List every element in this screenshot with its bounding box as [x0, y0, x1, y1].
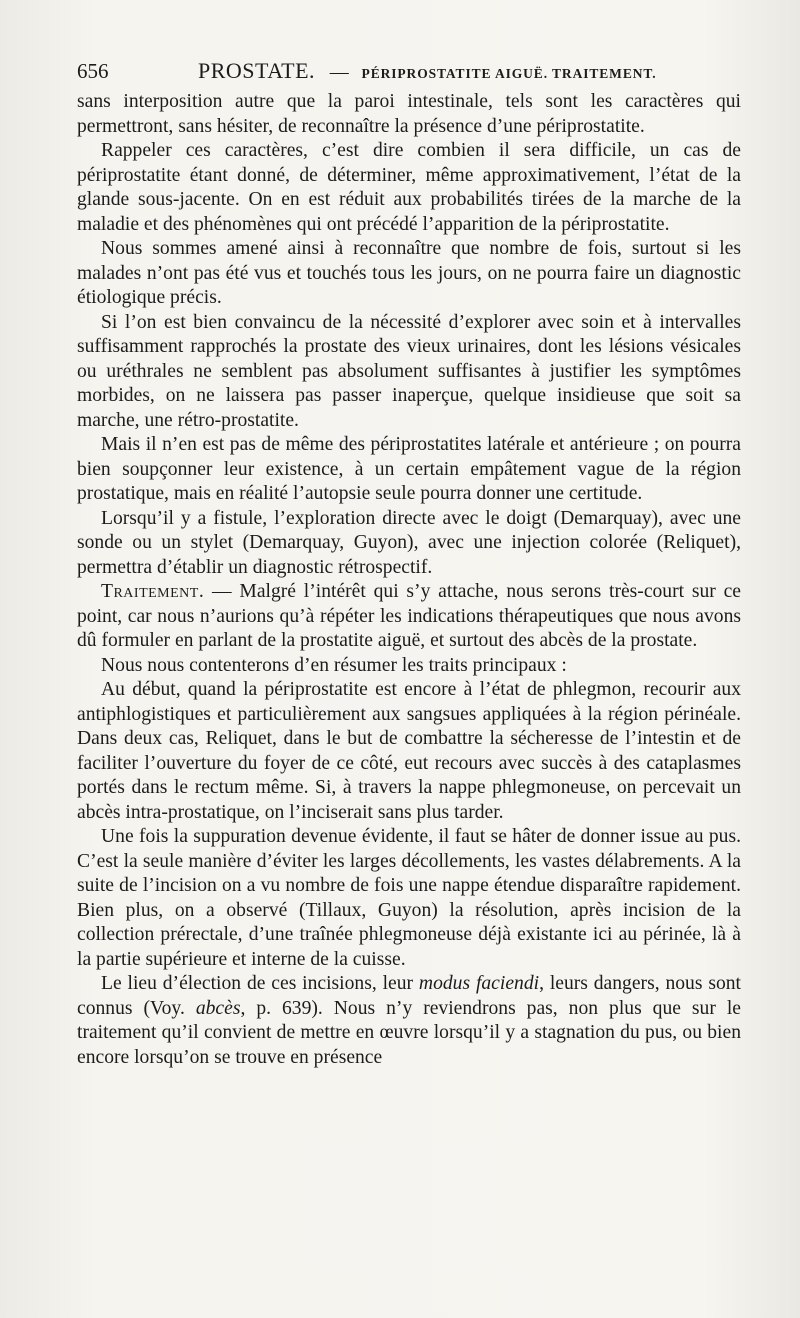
header-title-group: [198, 56, 657, 89]
text-run: , p. 639). Nous n’y reviendrons pas, non plus que sur le traitement qu’il convient de mettre en œuvre lorsqu’il y a stagnation du pus, ou bien encore lorsqu’on se trouve en présence: [77, 997, 741, 1068]
paragraph: Si l’on est bien convaincu de la nécessité d’explorer avec soin et à intervalles suffisamment rapprochés la prostate des vieux urinaires, dont les lésions vésicales ou uréthrales ne semblent pas absolument suffisantes à justifier les symptômes morbides, on ne laissera pas passer inaperçue, quelque insidieuse que soit sa marche, une rétro-prostatite.: [77, 311, 741, 431]
text-run: Le lieu d’élection de ces incisions, leur: [101, 973, 419, 994]
italic-run: modus faciendi: [418, 973, 540, 994]
paragraph: Au début, quand la périprostatite est encore à l’état de phlegmon, recourir aux antiphlogistiques et particulièrement aux sangsues appliquées à la région périnéale. Dans deux cas, Reliquet, dans le but de combattre la sécheresse de l’intestin et de faciliter l’ouverture du foyer de ce côté, eut recours avec succès à des cataplasmes portés dans le rectum même. Si, à travers la nappe phlegmoneuse, on percevait un abcès intra-prostatique, on l’inciserait sans plus tarder.: [77, 679, 741, 823]
header-dash: —: [329, 62, 349, 83]
paragraph: sans interposition autre que la paroi intestinale, tels sont les caractères qui permettront, sans hésiter, de reconnaître la présence d’une périprostatite.: [77, 91, 741, 137]
header-subtitle: PÉRIPROSTATITE AIGUË. TRAITEMENT.: [361, 66, 657, 81]
paragraph: Nous nous contenterons d’en résumer les traits principaux :: [101, 654, 567, 676]
paragraph: Nous sommes amené ainsi à reconnaître que nombre de fois, surtout si les malades n’ont pas été vus et touchés tous les jours, on ne pourra faire un diagnostic étiologique précis.: [77, 238, 741, 308]
page-body: [77, 90, 741, 1070]
section-label-traitement: Traitement.: [101, 581, 205, 602]
paragraph: Lorsqu’il y a fistule, l’exploration directe avec le doigt (Demarquay), avec une sonde ou un stylet (Demarquay, Guyon), avec une injection colorée (Reliquet), permettra d’établir un diagnostic rétrospectif.: [77, 507, 741, 578]
italic-run: abcès: [195, 997, 241, 1019]
treatment-text: — Malgré l’intérêt qui s’y attache, nous serons très-court sur ce point, car nous n’aurions qu’à répéter les indications thérapeutiques que nous avons dû formuler en parlant de la prostatite aiguë, et surtout des abcès de la prostate.: [77, 581, 741, 651]
paragraph: Mais il n’en est pas de même des périprostatites latérale et antérieure ; on pourra bien soupçonner leur existence, à un certain empâtement vague de la région prostatique, mais en réalité l’autopsie seule pourra donner une certitude.: [77, 434, 741, 504]
page-number: 656: [77, 59, 109, 83]
paragraph: Une fois la suppuration devenue évidente, il faut se hâter de donner issue au pus. C’est la seule manière d’éviter les larges décollements, les vastes délabrements. A la suite de l’incision on a vu nombre de fois une nappe étendue disparaître rapidement. Bien plus, on a observé (Tillaux, Guyon) la résolution, après incision de la collection prérectale, d’une traînée phlegmoneuse déjà existante ici au périnée, là à la partie supérieure et interne de la cuisse.: [77, 826, 741, 970]
paragraph: Rappeler ces caractères, c’est dire combien il sera difficile, un cas de périprostatite étant donné, de déterminer, même approximativement, l’état de la glande sous-jacente. On en est réduit aux probabilités tirées de la marche de la maladie et des phénomènes qui ont précédé l’apparition de la périprostatite.: [77, 140, 741, 235]
running-header: [77, 56, 743, 86]
header-title: PROSTATE.: [198, 58, 316, 83]
treatment-paragraph: [77, 580, 741, 654]
text-run: , leurs dangers, nous sont connus (Voy.: [77, 973, 741, 1019]
last-paragraph: [77, 972, 741, 1070]
